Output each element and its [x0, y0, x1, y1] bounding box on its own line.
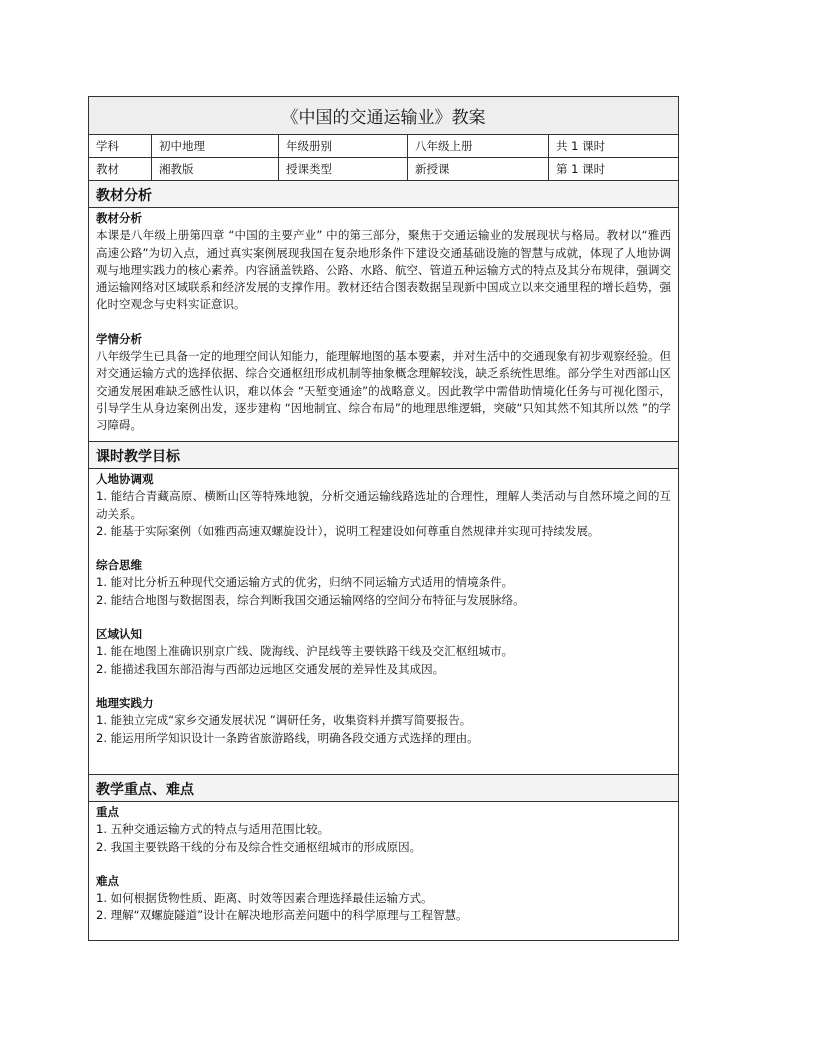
- textbook-value: 湘教版: [152, 158, 279, 180]
- objective-group-title: 地理实践力: [96, 695, 154, 710]
- total-hours: 共 1 课时: [556, 139, 606, 153]
- objective-item: 2. 能结合地图与数据图表，综合判断我国交通运输网络的空间分布特征与发展脉络。: [96, 592, 525, 607]
- keypoints-body: [89, 802, 678, 966]
- student-analysis-title: 学情分析: [96, 331, 142, 346]
- objective-group-title: 综合思维: [96, 558, 142, 573]
- difficult-point-item: 1. 如何根据货物性质、距离、时效等因素合理选择最佳运输方式。: [96, 891, 433, 906]
- objective-group-title: 区域认知: [96, 627, 142, 642]
- analysis-heading: 教材分析: [89, 181, 678, 208]
- grade-value: 八年级上册: [408, 135, 549, 157]
- objective-item: 1. 能对比分析五种现代交通运输方式的优劣，归纳不同运输方式适用的情境条件。: [96, 575, 514, 590]
- key-point-item: 2. 我国主要铁路干线的分布及综合性交通枢纽城市的形成原因。: [96, 839, 422, 854]
- objective-item: 1. 能在地图上准确识别京广线、陇海线、沪昆线等主要铁路干线及交汇枢纽城市。: [96, 644, 514, 659]
- lesson-type-label: 授课类型: [279, 158, 408, 180]
- keypoints-heading: 教学重点、难点: [89, 775, 678, 802]
- textbook-label: 教材: [89, 158, 152, 180]
- subject-value: 初中地理: [152, 135, 279, 157]
- textbook-analysis-title: 教材分析: [96, 211, 142, 225]
- objectives-heading: 课时教学目标: [89, 442, 678, 469]
- objectives-body: [89, 469, 678, 775]
- lesson-type-value: 新授课: [408, 158, 549, 180]
- subject-label: 学科: [89, 135, 152, 157]
- textbook-analysis-text: 本课是八年级上册第四章 “中国的主要产业” 中的第三部分，聚焦于交通运输业的发展现状与格局。教材以“雅西高速公路”为切入点，通过真实案例展现我国在复杂地形条件下建设交通基础设施的智慧与成就，体现了人地协调观与地理实践力的核心素养。内容涵盖铁路、公路、水路、航空、管道五种运输方式的特点及其分布规律，强调交通运输网络对区域联系和经济发展的支撑作用。教材还结合图表数据呈现新中国成立以来交通里程的增长趋势，强化时空观念与史料实证意识。: [96, 228, 671, 312]
- objective-item: 1. 能独立完成“家乡交通发展状况 ”调研任务，收集资料并撰写简要报告。: [96, 713, 472, 728]
- difficult-points-title: 难点: [96, 873, 119, 888]
- difficult-point-item: 2. 理解“双螺旋隧道”设计在解决地形高差问题中的科学原理与工程智慧。: [96, 908, 468, 923]
- info-row-2: [89, 158, 678, 181]
- lesson-plan-table: [88, 96, 679, 941]
- document-title: 《中国的交通运输业》教案: [89, 97, 678, 135]
- current-hour: 第 1 课时: [556, 162, 606, 176]
- grade-label: 年级册别: [279, 135, 408, 157]
- student-analysis-text: 八年级学生已具备一定的地理空间认知能力，能理解地图的基本要素，并对生活中的交通现象有初步观察经验。但对交通运输方式的选择依据、综合交通枢纽形成机制等抽象概念理解较浅，缺乏系统性思维。部分学生对西部山区交通发展困难缺乏感性认识，难以体会 “天堑变通途”的战略意义。因此教学中需借助情境化任务与可视化图示，引导学生从身边案例出发，逐步建构 “因地制宜、综合布局”的地理思维逻辑，突破“只知其然不知其所以然 ”的学习障碍。: [96, 349, 671, 433]
- key-points-title: 重点: [96, 805, 119, 819]
- info-row-1: [89, 135, 678, 158]
- objective-item: 2. 能描述我国东部沿海与西部边远地区交通发展的差异性及其成因。: [96, 661, 445, 676]
- objective-item: 1. 能结合青藏高原、横断山区等特殊地貌，分析交通运输线路选址的合理性，理解人类活动与自然环境之间的互动关系。: [96, 489, 671, 521]
- objective-item: 2. 能运用所学知识设计一条跨省旅游路线，明确各段交通方式选择的理由。: [96, 730, 479, 745]
- analysis-body: [89, 208, 678, 442]
- key-point-item: 1. 五种交通运输方式的特点与适用范围比较。: [96, 822, 330, 837]
- objective-group-title: 人地协调观: [96, 472, 154, 486]
- objective-item: 2. 能基于实际案例（如雅西高速双螺旋设计），说明工程建设如何尊重自然规律并实现可持续发展。: [96, 523, 600, 538]
